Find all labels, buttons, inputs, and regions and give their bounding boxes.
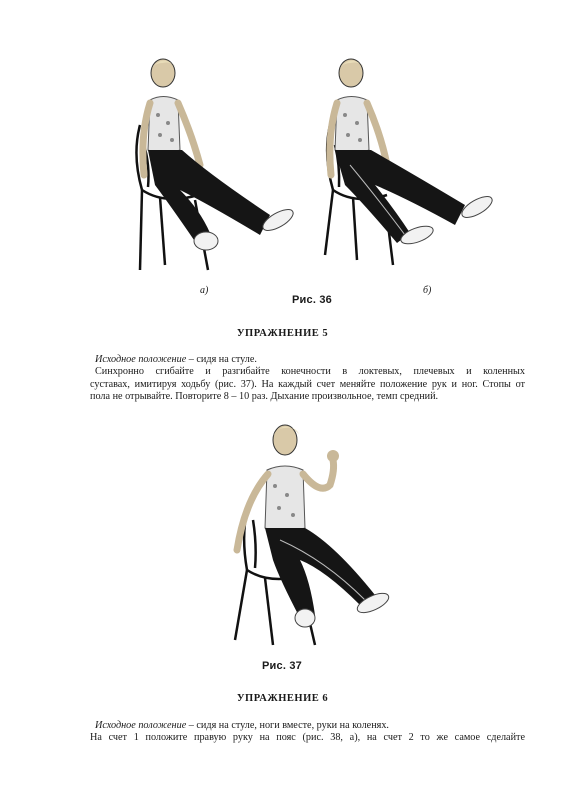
exercise-5-line-3: пола не отрывайте. Повторите 8 – 10 раз. Дыхание произвольное, темп средний.	[90, 391, 439, 403]
figure-36a-label: а)	[200, 285, 209, 296]
exercise-6-text	[90, 720, 525, 745]
figure-36a-illustration	[120, 55, 315, 280]
exercise-5-line-1: Синхронно сгибайте и разгибайте конечности в локтевых, плечевых и коленных	[95, 366, 525, 378]
exercise-6-start-label: Исходное положение	[95, 720, 187, 731]
exercise-5-line-2: суставах, имитируя ходьбу (рис. 37). На каждый счет меняйте положение рук и ног. Стопы от	[90, 378, 525, 390]
exercise-5-heading: УПРАЖНЕНИЕ 5	[236, 328, 329, 339]
exercise-6-heading: УПРАЖНЕНИЕ 6	[236, 693, 329, 704]
exercise-5-start-text: – сидя на стуле.	[186, 354, 257, 365]
figure-37-illustration	[225, 420, 400, 655]
figure-37-caption: Рис. 37	[262, 660, 302, 672]
exercise-6-start-text: – сидя на стуле, ноги вместе, руки на коленях.	[186, 720, 389, 731]
figure-36b-label: б)	[423, 285, 432, 296]
figure-36b-illustration	[315, 55, 510, 280]
figure-36-caption: Рис. 36	[292, 294, 332, 306]
exercise-5-text	[90, 354, 525, 404]
exercise-5-start-label: Исходное положение	[95, 354, 187, 365]
exercise-6-line-1: На счет 1 положите правую руку на пояс (рис. 38, а), на счет 2 то же самое сделайте	[90, 732, 525, 744]
